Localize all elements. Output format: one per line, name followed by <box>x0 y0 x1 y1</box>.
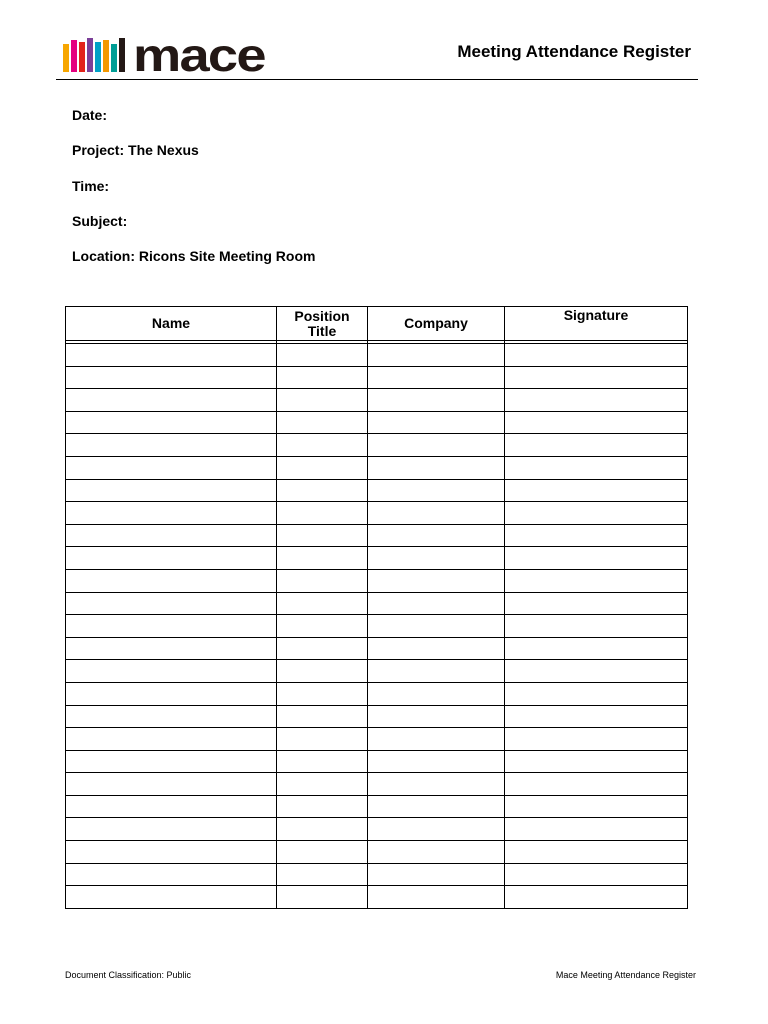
name-cell <box>66 547 277 570</box>
name-cell <box>66 479 277 502</box>
table-row <box>66 886 688 909</box>
table-row <box>66 547 688 570</box>
name-cell <box>66 344 277 367</box>
table-row <box>66 750 688 773</box>
signature-cell <box>505 637 688 660</box>
position-title-cell <box>277 863 368 886</box>
signature-cell <box>505 344 688 367</box>
signature-cell <box>505 524 688 547</box>
company-cell <box>368 502 505 525</box>
name-cell <box>66 818 277 841</box>
position-title-cell <box>277 366 368 389</box>
page-header <box>56 30 698 80</box>
position-title-cell <box>277 615 368 638</box>
table-row <box>66 637 688 660</box>
logo-bar <box>63 44 69 72</box>
column-header-position-title <box>277 307 368 341</box>
position-title-cell <box>277 456 368 479</box>
table-row <box>66 389 688 412</box>
meeting-details <box>72 106 315 282</box>
table-row <box>66 366 688 389</box>
table-row <box>66 773 688 796</box>
name-cell <box>66 841 277 864</box>
company-cell <box>368 411 505 434</box>
project-field: Project: The Nexus <box>72 142 199 159</box>
name-cell <box>66 456 277 479</box>
company-cell <box>368 728 505 751</box>
table-row <box>66 818 688 841</box>
signature-cell <box>505 411 688 434</box>
name-cell <box>66 750 277 773</box>
name-cell <box>66 682 277 705</box>
logo-bar <box>71 40 77 72</box>
company-cell <box>368 886 505 909</box>
table-row <box>66 705 688 728</box>
position-title-cell <box>277 750 368 773</box>
company-cell <box>368 547 505 570</box>
column-header-name: Name <box>66 307 277 341</box>
table-row <box>66 524 688 547</box>
company-cell <box>368 863 505 886</box>
position-title-cell <box>277 592 368 615</box>
position-title-cell <box>277 795 368 818</box>
table-header-row <box>66 307 688 341</box>
table-row <box>66 344 688 367</box>
company-cell <box>368 479 505 502</box>
footer-document-name: Mace Meeting Attendance Register <box>555 970 696 980</box>
name-cell <box>66 637 277 660</box>
signature-cell <box>505 479 688 502</box>
column-header-company: Company <box>368 307 505 341</box>
signature-cell <box>505 389 688 412</box>
company-cell <box>368 569 505 592</box>
table-row <box>66 502 688 525</box>
table-row <box>66 479 688 502</box>
company-cell <box>368 773 505 796</box>
company-cell <box>368 682 505 705</box>
table-row <box>66 592 688 615</box>
position-title-cell <box>277 841 368 864</box>
position-title-cell <box>277 524 368 547</box>
subject-field: Subject: <box>72 212 128 229</box>
position-title-cell <box>277 660 368 683</box>
name-cell <box>66 615 277 638</box>
signature-cell <box>505 841 688 864</box>
position-title-cell <box>277 344 368 367</box>
company-cell <box>368 366 505 389</box>
company-cell <box>368 389 505 412</box>
logo-bar <box>79 42 85 72</box>
attendance-table <box>65 306 688 909</box>
company-cell <box>368 434 505 457</box>
name-cell <box>66 366 277 389</box>
name-cell <box>66 886 277 909</box>
name-cell <box>66 728 277 751</box>
location-field: Location: Ricons Site Meeting Room <box>72 248 316 265</box>
name-cell <box>66 795 277 818</box>
name-cell <box>66 592 277 615</box>
table-row <box>66 456 688 479</box>
position-label: Position <box>294 307 350 324</box>
table-row <box>66 569 688 592</box>
company-cell <box>368 637 505 660</box>
table-row <box>66 841 688 864</box>
company-cell <box>368 524 505 547</box>
company-cell <box>368 795 505 818</box>
signature-cell <box>505 795 688 818</box>
signature-cell <box>505 886 688 909</box>
table-row <box>66 411 688 434</box>
company-cell <box>368 660 505 683</box>
company-cell <box>368 592 505 615</box>
column-header-signature: Signature <box>505 307 688 341</box>
name-cell <box>66 863 277 886</box>
company-cell <box>368 841 505 864</box>
company-cell <box>368 818 505 841</box>
signature-cell <box>505 682 688 705</box>
name-cell <box>66 569 277 592</box>
signature-cell <box>505 592 688 615</box>
position-title-cell <box>277 682 368 705</box>
logo-bar <box>119 38 125 72</box>
table-row <box>66 728 688 751</box>
title-label: Title <box>307 322 337 339</box>
signature-cell <box>505 863 688 886</box>
logo-bar <box>111 44 117 72</box>
position-title-cell <box>277 411 368 434</box>
logo-bar <box>103 40 109 72</box>
table-row <box>66 682 688 705</box>
company-cell <box>368 705 505 728</box>
table-row <box>66 863 688 886</box>
table-row <box>66 434 688 457</box>
signature-cell <box>505 750 688 773</box>
table-row <box>66 660 688 683</box>
signature-cell <box>505 773 688 796</box>
signature-cell <box>505 547 688 570</box>
table-row <box>66 615 688 638</box>
position-title-cell <box>277 705 368 728</box>
logo-wordmark: mace <box>133 29 265 81</box>
logo-color-bars <box>63 38 127 72</box>
signature-cell <box>505 660 688 683</box>
position-title-cell <box>277 886 368 909</box>
name-cell <box>66 434 277 457</box>
company-cell <box>368 615 505 638</box>
position-title-cell <box>277 569 368 592</box>
position-title-cell <box>277 728 368 751</box>
name-cell <box>66 389 277 412</box>
position-title-cell <box>277 389 368 412</box>
signature-cell <box>505 728 688 751</box>
position-title-cell <box>277 818 368 841</box>
name-cell <box>66 411 277 434</box>
name-cell <box>66 524 277 547</box>
position-title-cell <box>277 773 368 796</box>
signature-cell <box>505 569 688 592</box>
position-title-cell <box>277 502 368 525</box>
signature-cell <box>505 705 688 728</box>
footer-classification: Document Classification: Public <box>65 970 192 980</box>
logo-bar <box>95 42 101 72</box>
position-title-cell <box>277 637 368 660</box>
document-title: Meeting Attendance Register <box>457 42 691 61</box>
mace-logo <box>63 29 265 81</box>
time-field: Time: <box>72 177 110 194</box>
signature-cell <box>505 366 688 389</box>
date-field: Date: <box>72 107 108 123</box>
company-cell <box>368 750 505 773</box>
signature-cell <box>505 818 688 841</box>
position-title-cell <box>277 547 368 570</box>
name-cell <box>66 660 277 683</box>
position-title-cell <box>277 479 368 502</box>
company-cell <box>368 456 505 479</box>
table-row <box>66 795 688 818</box>
logo-bar <box>87 38 93 72</box>
signature-cell <box>505 456 688 479</box>
signature-cell <box>505 615 688 638</box>
signature-cell <box>505 434 688 457</box>
name-cell <box>66 502 277 525</box>
name-cell <box>66 705 277 728</box>
signature-cell <box>505 502 688 525</box>
attendance-rows <box>66 341 688 909</box>
name-cell <box>66 773 277 796</box>
position-title-cell <box>277 434 368 457</box>
company-cell <box>368 344 505 367</box>
